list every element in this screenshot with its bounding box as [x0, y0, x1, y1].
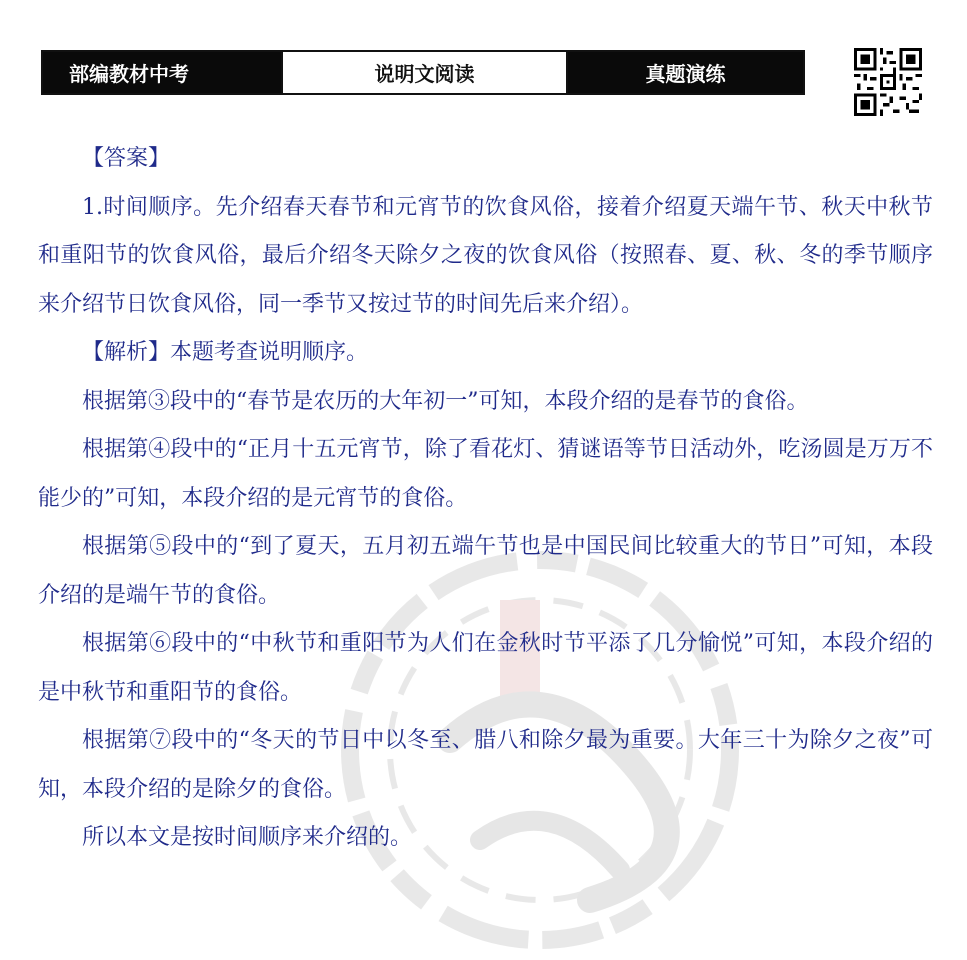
- analysis-paragraph: 根据第⑤段中的“到了夏天，五月初五端午节也是中国民间比较重大的节日”可知，本段介绍的是端午节的食俗。: [38, 534, 933, 608]
- analysis-paragraph: 根据第⑥段中的“中秋节和重阳节为人们在金秋时节平添了几分愉悦”可知，本段介绍的是中秋节和重阳节的食俗。: [38, 631, 933, 705]
- answer-content: [38, 135, 933, 863]
- header-bar: [41, 50, 805, 95]
- analysis-paragraph: 根据第⑦段中的“冬天的节日中以冬至、腊八和除夕最为重要。大年三十为除夕之夜”可知，本段介绍的是除夕的食俗。: [38, 728, 933, 802]
- header-middle-label: 说明文阅读: [281, 52, 568, 93]
- header-left-label: 部编教材中考: [43, 52, 281, 93]
- qr-code-icon: [854, 48, 922, 116]
- header-right-label: 真题演练: [568, 52, 803, 93]
- answer-paragraph: 1.时间顺序。先介绍春天春节和元宵节的饮食风俗，接着介绍夏天端午节、秋天中秋节和重阳节的饮食风俗，最后介绍冬天除夕之夜的饮食风俗（按照春、夏、秋、冬的季节顺序来介绍节日饮食风俗，同一季节又按过节的时间先后来介绍）。: [38, 194, 933, 317]
- analysis-heading: 【解析】本题考查说明顺序。: [82, 340, 369, 365]
- conclusion-paragraph: 所以本文是按时间顺序来介绍的。: [82, 825, 413, 850]
- analysis-paragraph: 根据第④段中的“正月十五元宵节，除了看花灯、猜谜语等节日活动外，吃汤圆是万万不能少的”可知，本段介绍的是元宵节的食俗。: [38, 437, 933, 511]
- analysis-paragraph: 根据第③段中的“春节是农历的大年初一”可知，本段介绍的是春节的食俗。: [82, 388, 809, 414]
- answer-heading: 【答案】: [82, 146, 171, 171]
